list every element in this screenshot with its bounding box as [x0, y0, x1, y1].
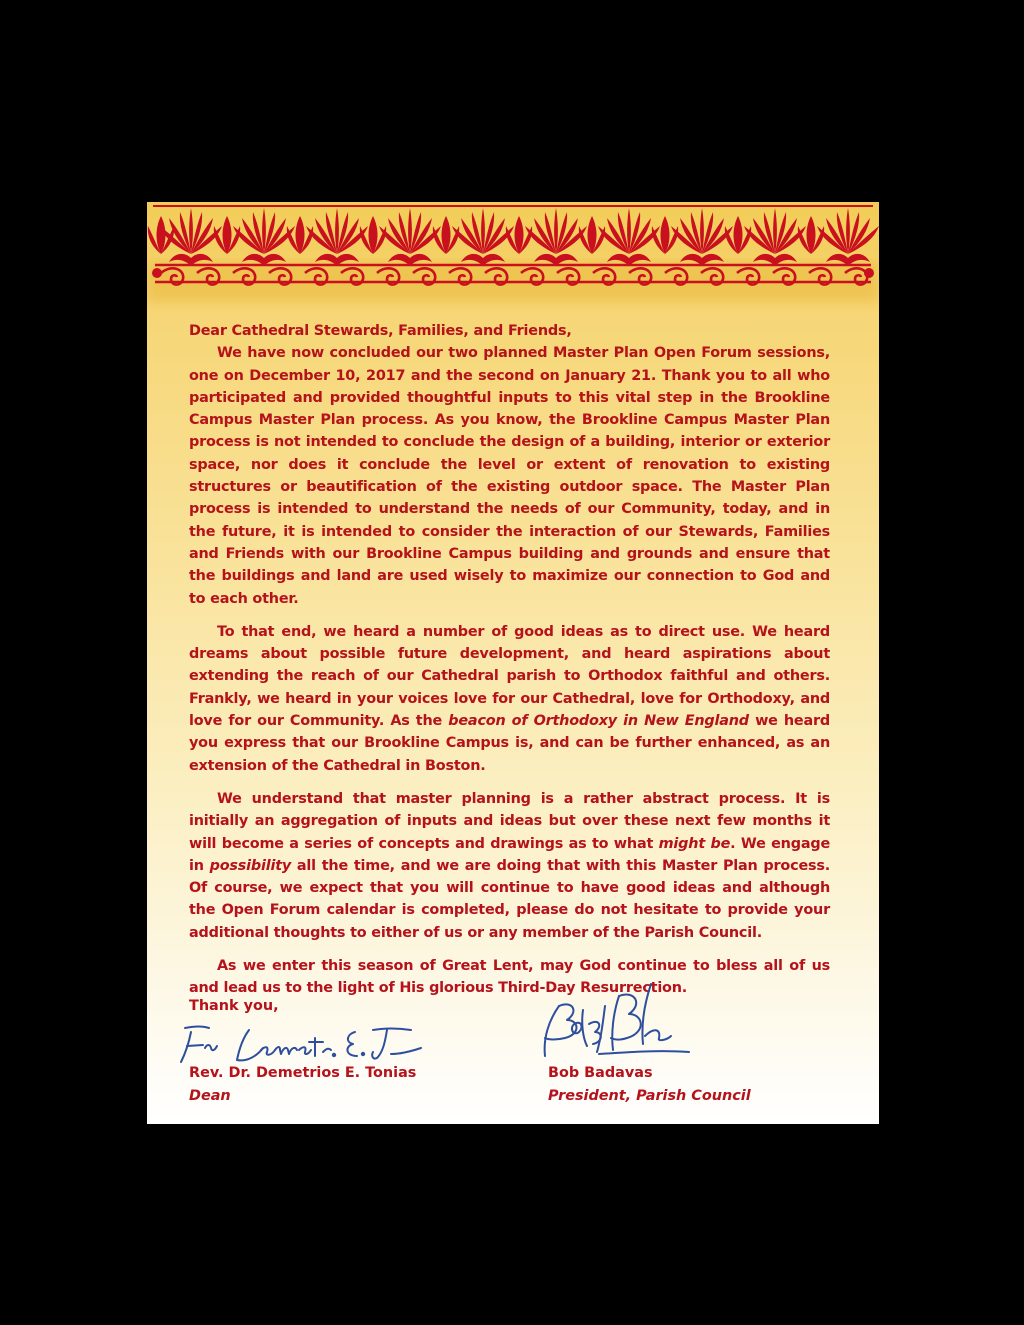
- anthemion-border-ornament: [147, 202, 879, 312]
- signer-badavas-name: Bob Badavas: [548, 1065, 653, 1081]
- paragraph-2-emphasis: beacon of Orthodoxy in New England: [448, 713, 749, 730]
- signature-badavas: [539, 980, 709, 1064]
- signature-tonias: [177, 1020, 437, 1066]
- letter-body: [189, 320, 830, 1000]
- letter-page: [147, 202, 879, 1124]
- salutation: Dear Cathedral Stewards, Families, and Friends,: [189, 323, 572, 339]
- paragraph-2-text-a: To that end, we heard a number of good ideas as to direct use. We heard dreams about possible future development, and heard aspirations about extending the reach of our Cathedral parish to Orthodox faithful and others. Frankly, we heard in your voices love for our Cathedral, love for Orthodoxy, and love for our Community. As the: [189, 623, 830, 730]
- paragraph-2-text-b: we heard you express that our Brookline Campus is, and can be further enhanced, as an extension of the Cathedral in Boston.: [189, 713, 830, 774]
- signer-tonias-title: Dean: [189, 1087, 231, 1104]
- signer-tonias-name: Rev. Dr. Demetrios E. Tonias: [189, 1065, 417, 1081]
- paragraph-3-text-a: We understand that master planning is a rather abstract process. It is initially an aggregation of inputs and ideas but over these next few months it will become a series of concepts and drawings as to what: [189, 790, 830, 852]
- paragraph-1: We have now concluded our two planned Master Plan Open Forum sessions, one on December 10, 2017 and the second on January 21. Thank you to all who participated and provided thoughtful inputs to this vital step in the Brookline Campus Master Plan process. As you know, the Brookline Campus Master Plan process is not intended to conclude the design of a building, interior or exterior space, nor does it conclude the level or extent of renovation to existing structures or beautification of the existing outdoor space. The Master Plan process is intended to understand the needs of our Community, today, and in the future, it is intended to consider the interaction of our Stewards, Families and Friends with our Brookline Campus building and grounds and ensure that the buildings and land are used wisely to maximize our connection to God and to each other.: [189, 345, 830, 607]
- closing: Thank you,: [189, 998, 279, 1014]
- paragraph-3-emphasis-1: might be: [658, 835, 731, 852]
- signer-badavas-title: President, Parish Council: [548, 1087, 751, 1104]
- paragraph-3: [189, 788, 830, 944]
- paragraph-2: [189, 621, 830, 777]
- signer-badavas: [548, 1062, 751, 1107]
- paragraph-3-text-b: . We engage in: [189, 835, 831, 874]
- paragraph-4: As we enter this season of Great Lent, may God continue to bless all of us and lead us to the light of His glorious Third-Day Resurrection.: [189, 958, 830, 997]
- signer-tonias: [189, 1062, 416, 1107]
- paragraph-3-text-c: all the time, and we are doing that with this Master Plan process. Of course, we expect that you will continue to have good ideas and although the Open Forum calendar is completed, please do not hesitate to provide your additional thoughts to either of us or any member of the Parish Council.: [189, 857, 830, 941]
- paragraph-3-emphasis-2: possibility: [209, 857, 292, 874]
